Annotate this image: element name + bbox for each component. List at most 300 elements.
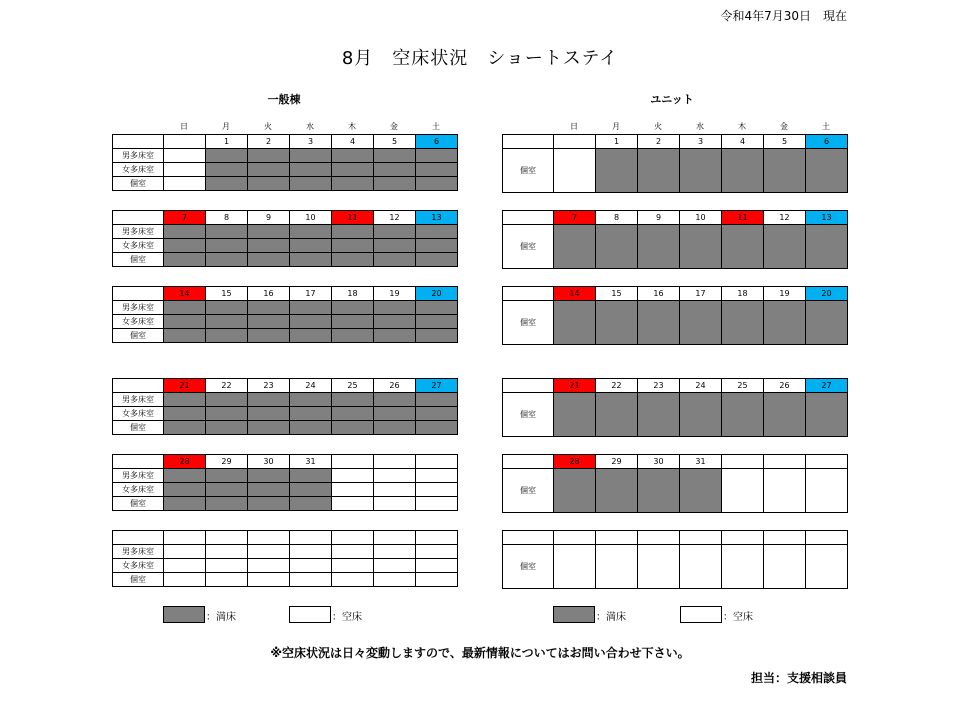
day-number: 3 (680, 135, 722, 149)
status-full-cell (206, 469, 248, 483)
day-number: 7 (164, 211, 206, 225)
status-empty-cell (554, 149, 596, 193)
status-full-cell (638, 225, 680, 269)
day-number (764, 531, 806, 545)
status-full-cell (206, 329, 248, 343)
day-number: 19 (764, 287, 806, 301)
day-number: 22 (206, 379, 248, 393)
status-full-cell (596, 149, 638, 193)
status-full-cell (206, 301, 248, 315)
status-full-cell (554, 393, 596, 437)
status-full-cell (290, 239, 332, 253)
day-number: 4 (722, 135, 764, 149)
status-full-cell (680, 225, 722, 269)
corner-cell (503, 455, 554, 469)
status-full-cell (638, 301, 680, 345)
status-full-cell (164, 469, 206, 483)
legend-empty-swatch-unit (680, 606, 722, 623)
weekday-label: 日 (180, 122, 188, 131)
day-number (722, 455, 764, 469)
status-full-cell (290, 497, 332, 511)
corner-cell (113, 531, 164, 545)
legend-empty-label: ：空床 (332, 612, 362, 623)
status-full-cell (332, 421, 374, 435)
footer-note: ※空床状況は日々変動しますので、最新情報についてはお問い合わせ下さい。 (270, 646, 690, 660)
status-full-cell (290, 163, 332, 177)
day-number (722, 531, 764, 545)
status-full-cell (416, 225, 458, 239)
day-number: 28 (554, 455, 596, 469)
room-type-label: 男多床室 (113, 393, 164, 407)
status-empty-cell (374, 469, 416, 483)
day-number: 21 (554, 379, 596, 393)
status-full-cell (332, 329, 374, 343)
day-number: 30 (248, 455, 290, 469)
day-number: 29 (596, 455, 638, 469)
day-number: 8 (206, 211, 248, 225)
corner-cell (503, 379, 554, 393)
unit-week-table (502, 530, 848, 589)
status-full-cell (554, 469, 596, 513)
day-number: 28 (164, 455, 206, 469)
room-type-label: 個室 (503, 149, 554, 193)
status-full-cell (248, 469, 290, 483)
status-full-cell (164, 393, 206, 407)
status-full-cell (680, 393, 722, 437)
status-empty-cell (332, 545, 374, 559)
status-empty-cell (164, 149, 206, 163)
status-full-cell (206, 225, 248, 239)
status-full-cell (248, 225, 290, 239)
legend-empty-label-unit: ：空床 (723, 612, 753, 623)
day-number: 22 (596, 379, 638, 393)
legend-full-label-unit: ：満床 (596, 612, 626, 623)
day-number (680, 531, 722, 545)
unit-week-table (502, 454, 848, 513)
status-full-cell (332, 225, 374, 239)
status-full-cell (416, 239, 458, 253)
status-full-cell (416, 407, 458, 421)
day-number: 15 (206, 287, 248, 301)
status-full-cell (248, 315, 290, 329)
status-full-cell (290, 407, 332, 421)
status-empty-cell (332, 573, 374, 587)
status-full-cell (332, 393, 374, 407)
room-type-label: 男多床室 (113, 469, 164, 483)
status-full-cell (416, 177, 458, 191)
status-empty-cell (374, 483, 416, 497)
room-type-label: 個室 (503, 545, 554, 589)
day-number (416, 531, 458, 545)
day-number: 23 (248, 379, 290, 393)
day-number (596, 531, 638, 545)
day-number: 10 (290, 211, 332, 225)
room-type-label: 個室 (503, 301, 554, 345)
day-number (416, 455, 458, 469)
day-number: 13 (416, 211, 458, 225)
status-full-cell (248, 149, 290, 163)
page-title: 8月 空床状況 ショートステイ (341, 48, 619, 69)
status-full-cell (374, 225, 416, 239)
weekday-label: 月 (222, 122, 230, 131)
day-number (332, 531, 374, 545)
room-type-label: 個室 (113, 253, 164, 267)
status-full-cell (680, 301, 722, 345)
status-empty-cell (332, 483, 374, 497)
status-empty-cell (806, 545, 848, 589)
day-number: 12 (374, 211, 416, 225)
status-full-cell (206, 315, 248, 329)
status-empty-cell (248, 573, 290, 587)
weekday-label: 水 (696, 122, 704, 131)
status-empty-cell (332, 469, 374, 483)
day-number: 25 (722, 379, 764, 393)
day-number: 14 (164, 287, 206, 301)
unit-week-table (502, 134, 848, 193)
status-full-cell (332, 163, 374, 177)
status-empty-cell (290, 559, 332, 573)
status-full-cell (164, 407, 206, 421)
room-type-label: 個室 (113, 421, 164, 435)
status-full-cell (248, 253, 290, 267)
status-full-cell (374, 177, 416, 191)
status-full-cell (764, 393, 806, 437)
weekday-label: 金 (390, 122, 398, 131)
day-number: 18 (722, 287, 764, 301)
status-full-cell (722, 149, 764, 193)
status-full-cell (332, 239, 374, 253)
day-number (374, 531, 416, 545)
status-empty-cell (416, 483, 458, 497)
status-full-cell (164, 253, 206, 267)
status-empty-cell (164, 545, 206, 559)
weekday-label: 金 (780, 122, 788, 131)
status-full-cell (680, 149, 722, 193)
room-type-label: 女多床室 (113, 559, 164, 573)
room-type-label: 女多床室 (113, 483, 164, 497)
status-empty-cell (554, 545, 596, 589)
status-full-cell (596, 225, 638, 269)
unit-week-table (502, 378, 848, 437)
status-full-cell (248, 497, 290, 511)
day-number: 17 (680, 287, 722, 301)
status-full-cell (416, 163, 458, 177)
day-number (206, 531, 248, 545)
status-empty-cell (164, 559, 206, 573)
status-empty-cell (164, 177, 206, 191)
general-week-table (112, 210, 458, 267)
room-type-label: 女多床室 (113, 239, 164, 253)
day-number: 6 (806, 135, 848, 149)
status-full-cell (248, 329, 290, 343)
weekday-label: 火 (654, 122, 662, 131)
status-full-cell (290, 301, 332, 315)
room-type-label: 男多床室 (113, 301, 164, 315)
status-full-cell (164, 421, 206, 435)
status-empty-cell (248, 559, 290, 573)
status-full-cell (206, 421, 248, 435)
status-full-cell (332, 315, 374, 329)
status-full-cell (806, 301, 848, 345)
status-full-cell (722, 301, 764, 345)
status-full-cell (374, 393, 416, 407)
status-full-cell (164, 239, 206, 253)
corner-cell (113, 211, 164, 225)
day-number: 14 (554, 287, 596, 301)
status-full-cell (374, 329, 416, 343)
status-full-cell (248, 483, 290, 497)
day-number: 27 (806, 379, 848, 393)
status-full-cell (164, 225, 206, 239)
status-full-cell (764, 301, 806, 345)
status-empty-cell (206, 559, 248, 573)
status-full-cell (206, 393, 248, 407)
status-full-cell (164, 301, 206, 315)
legend-full-swatch (163, 606, 205, 623)
status-empty-cell (596, 545, 638, 589)
day-number (554, 531, 596, 545)
corner-cell (113, 287, 164, 301)
status-empty-cell (206, 573, 248, 587)
status-full-cell (332, 301, 374, 315)
status-full-cell (680, 469, 722, 513)
status-full-cell (806, 225, 848, 269)
weekday-label: 土 (822, 122, 830, 131)
room-type-label: 女多床室 (113, 163, 164, 177)
status-full-cell (374, 315, 416, 329)
status-empty-cell (722, 469, 764, 513)
room-type-label: 男多床室 (113, 545, 164, 559)
status-full-cell (596, 469, 638, 513)
status-full-cell (806, 393, 848, 437)
day-number: 12 (764, 211, 806, 225)
day-number (290, 531, 332, 545)
status-full-cell (248, 301, 290, 315)
status-full-cell (554, 301, 596, 345)
general-week-table (112, 378, 458, 435)
day-number: 27 (416, 379, 458, 393)
day-number: 31 (680, 455, 722, 469)
status-full-cell (206, 497, 248, 511)
status-empty-cell (374, 545, 416, 559)
legend-empty-swatch (289, 606, 331, 623)
status-empty-cell (248, 545, 290, 559)
day-number: 10 (680, 211, 722, 225)
status-full-cell (806, 149, 848, 193)
status-full-cell (554, 225, 596, 269)
room-type-label: 男多床室 (113, 225, 164, 239)
corner-cell (503, 135, 554, 149)
status-full-cell (290, 329, 332, 343)
room-type-label: 個室 (503, 225, 554, 269)
status-empty-cell (416, 469, 458, 483)
day-number: 1 (206, 135, 248, 149)
day-number: 20 (416, 287, 458, 301)
status-full-cell (332, 253, 374, 267)
status-full-cell (638, 393, 680, 437)
status-empty-cell (374, 497, 416, 511)
status-full-cell (248, 407, 290, 421)
status-full-cell (764, 225, 806, 269)
day-number: 21 (164, 379, 206, 393)
status-empty-cell (290, 573, 332, 587)
status-full-cell (638, 469, 680, 513)
status-full-cell (164, 329, 206, 343)
status-full-cell (290, 483, 332, 497)
status-full-cell (332, 177, 374, 191)
status-empty-cell (416, 545, 458, 559)
status-full-cell (416, 393, 458, 407)
status-full-cell (596, 393, 638, 437)
general-week-table (112, 530, 458, 587)
day-number: 9 (638, 211, 680, 225)
status-full-cell (164, 315, 206, 329)
status-empty-cell (416, 559, 458, 573)
status-empty-cell (374, 573, 416, 587)
status-empty-cell (164, 573, 206, 587)
day-number (806, 531, 848, 545)
status-full-cell (248, 393, 290, 407)
status-full-cell (290, 253, 332, 267)
weekday-label: 水 (306, 122, 314, 131)
status-full-cell (290, 393, 332, 407)
status-full-cell (416, 149, 458, 163)
corner-cell (503, 211, 554, 225)
day-number: 23 (638, 379, 680, 393)
status-full-cell (248, 239, 290, 253)
day-number: 26 (374, 379, 416, 393)
day-number: 31 (290, 455, 332, 469)
corner-cell (113, 135, 164, 149)
status-empty-cell (374, 559, 416, 573)
room-type-label: 男多床室 (113, 149, 164, 163)
day-number: 15 (596, 287, 638, 301)
day-number: 19 (374, 287, 416, 301)
room-type-label: 個室 (113, 177, 164, 191)
legend-full-label: ：満床 (206, 612, 236, 623)
day-number: 16 (248, 287, 290, 301)
status-full-cell (416, 315, 458, 329)
status-empty-cell (764, 545, 806, 589)
day-number (164, 531, 206, 545)
room-type-label: 個室 (113, 497, 164, 511)
day-number: 30 (638, 455, 680, 469)
status-empty-cell (764, 469, 806, 513)
general-week-table (112, 454, 458, 511)
status-full-cell (638, 149, 680, 193)
corner-cell (113, 379, 164, 393)
status-full-cell (290, 421, 332, 435)
status-full-cell (290, 315, 332, 329)
status-empty-cell (416, 497, 458, 511)
status-full-cell (374, 407, 416, 421)
corner-cell (503, 287, 554, 301)
status-full-cell (206, 177, 248, 191)
day-number: 17 (290, 287, 332, 301)
status-full-cell (248, 163, 290, 177)
weekday-label: 火 (264, 122, 272, 131)
day-number: 9 (248, 211, 290, 225)
status-full-cell (206, 149, 248, 163)
status-full-cell (290, 177, 332, 191)
day-number (764, 455, 806, 469)
status-full-cell (722, 225, 764, 269)
day-number: 1 (596, 135, 638, 149)
day-number (164, 135, 206, 149)
day-number: 20 (806, 287, 848, 301)
weekday-label: 木 (738, 122, 746, 131)
day-number (374, 455, 416, 469)
status-full-cell (374, 253, 416, 267)
status-full-cell (374, 239, 416, 253)
status-empty-cell (206, 545, 248, 559)
status-full-cell (206, 483, 248, 497)
status-full-cell (290, 225, 332, 239)
weekday-label: 木 (348, 122, 356, 131)
status-full-cell (332, 149, 374, 163)
status-full-cell (332, 407, 374, 421)
status-empty-cell (416, 573, 458, 587)
contact-person: 担当：支援相談員 (750, 671, 847, 685)
status-full-cell (164, 497, 206, 511)
weekday-label: 土 (432, 122, 440, 131)
status-full-cell (416, 253, 458, 267)
day-number: 3 (290, 135, 332, 149)
general-week-table (112, 134, 458, 191)
day-number: 2 (638, 135, 680, 149)
status-empty-cell (332, 559, 374, 573)
status-full-cell (596, 301, 638, 345)
day-number: 13 (806, 211, 848, 225)
unit-week-table (502, 286, 848, 345)
section-title-general: 一般棟 (267, 93, 301, 106)
status-full-cell (206, 239, 248, 253)
room-type-label: 個室 (503, 393, 554, 437)
status-full-cell (290, 149, 332, 163)
day-number: 11 (332, 211, 374, 225)
status-full-cell (374, 163, 416, 177)
status-empty-cell (332, 497, 374, 511)
day-number: 29 (206, 455, 248, 469)
day-number: 8 (596, 211, 638, 225)
status-empty-cell (722, 545, 764, 589)
status-full-cell (290, 469, 332, 483)
status-full-cell (374, 421, 416, 435)
corner-cell (503, 531, 554, 545)
room-type-label: 個室 (113, 329, 164, 343)
day-number: 6 (416, 135, 458, 149)
status-full-cell (374, 301, 416, 315)
room-type-label: 女多床室 (113, 407, 164, 421)
status-full-cell (416, 301, 458, 315)
room-type-label: 個室 (503, 469, 554, 513)
status-full-cell (416, 329, 458, 343)
status-full-cell (164, 483, 206, 497)
status-full-cell (206, 407, 248, 421)
status-full-cell (206, 253, 248, 267)
day-number: 24 (680, 379, 722, 393)
weekday-label: 月 (612, 122, 620, 131)
day-number: 7 (554, 211, 596, 225)
room-type-label: 個室 (113, 573, 164, 587)
day-number: 24 (290, 379, 332, 393)
general-week-table (112, 286, 458, 343)
day-number: 26 (764, 379, 806, 393)
unit-week-table (502, 210, 848, 269)
status-full-cell (416, 421, 458, 435)
corner-cell (113, 455, 164, 469)
day-number: 11 (722, 211, 764, 225)
